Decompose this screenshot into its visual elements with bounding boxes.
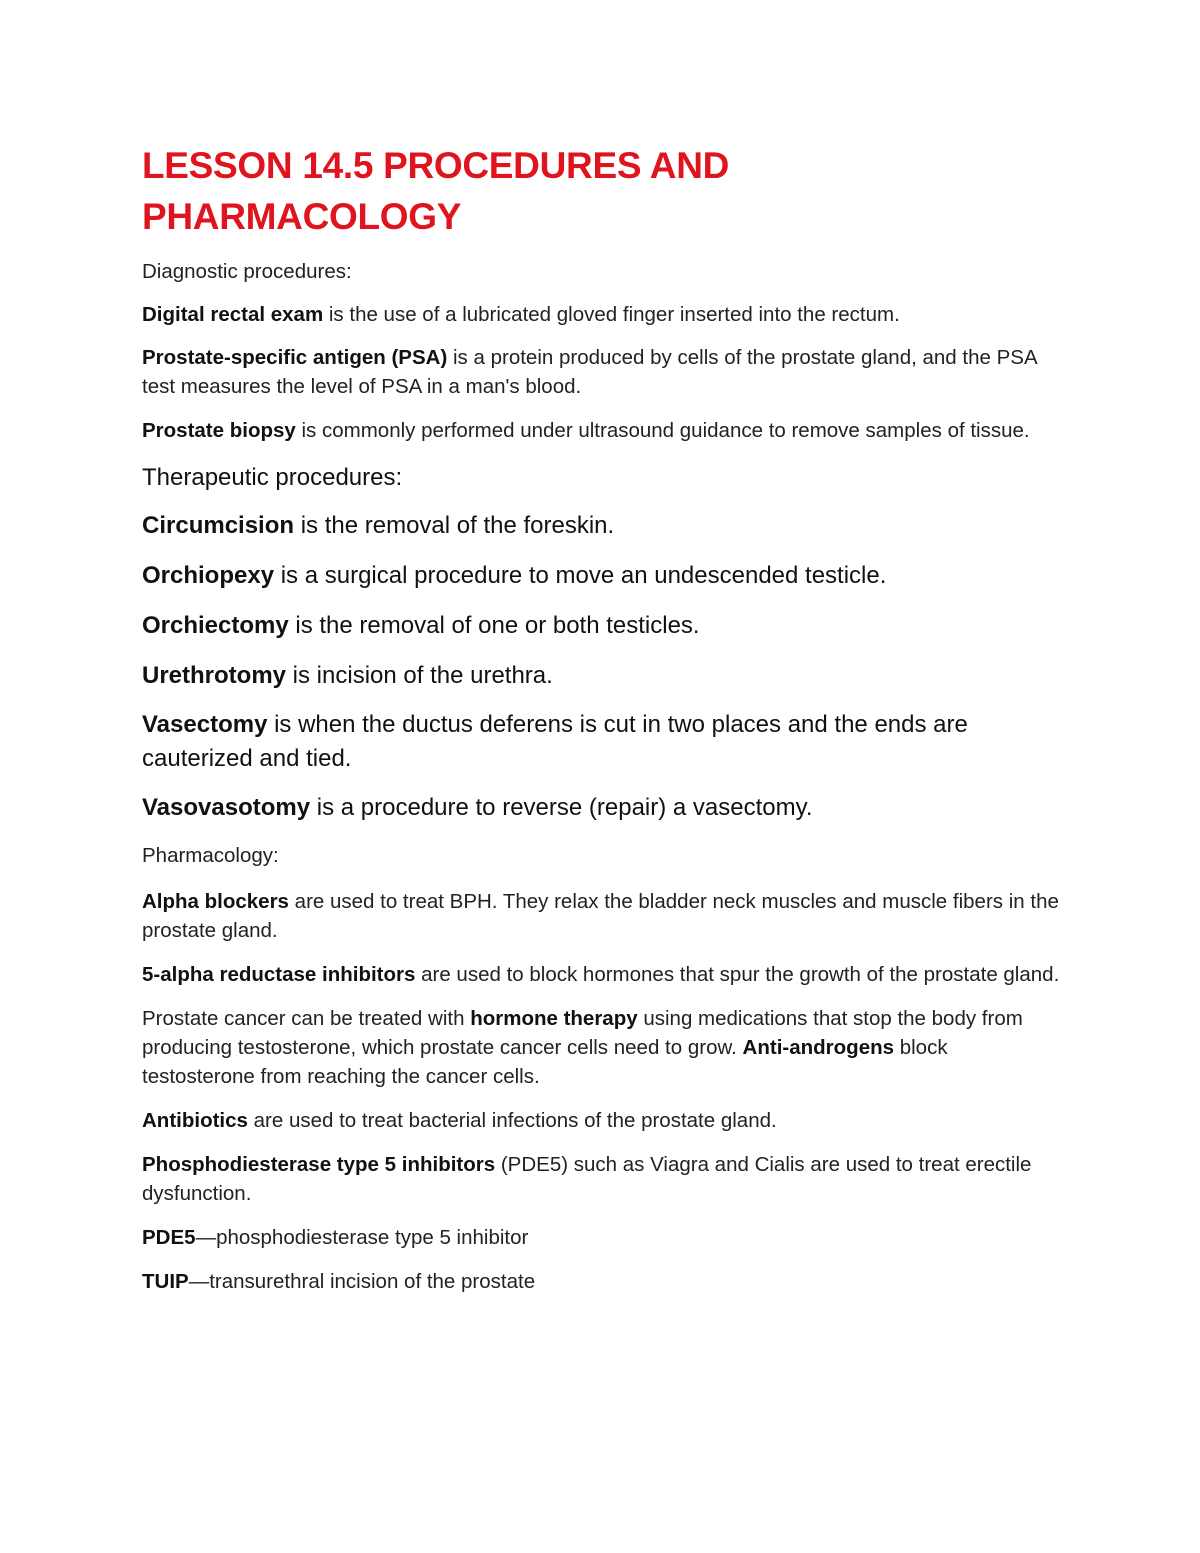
term: TUIP <box>142 1270 189 1293</box>
definition: —transurethral incision of the prostate <box>188 1270 536 1293</box>
pharmacology-item <box>142 1004 1062 1091</box>
term: hormone therapy <box>470 1007 638 1030</box>
lesson-title <box>142 140 1062 242</box>
therapeutic-item <box>142 791 1062 825</box>
term: PDE5 <box>142 1226 196 1249</box>
therapeutic-item <box>142 609 1062 643</box>
definition: is the use of a lubricated gloved finger inserted into the rectum. <box>323 303 900 326</box>
term: Digital rectal exam <box>142 303 324 326</box>
term: Urethrotomy <box>142 662 287 689</box>
text: Prostate cancer can be treated with <box>142 1007 471 1030</box>
term: Prostate-specific antigen (PSA) <box>142 346 448 369</box>
abbreviation-item <box>142 1267 1062 1296</box>
document-page <box>142 140 1062 1296</box>
term: Antibiotics <box>142 1109 248 1132</box>
definition: is a protein produced by cells of the prostate gland, and the PSA test measures the level of PSA in a man's blood. <box>142 346 1037 398</box>
definition: are used to treat bacterial infections of the prostate gland. <box>247 1109 777 1132</box>
diagnostic-item <box>142 343 1062 401</box>
term: Orchiectomy <box>142 612 289 639</box>
definition: is the removal of one or both testicles. <box>288 612 700 639</box>
definition: is incision of the urethra. <box>286 662 553 689</box>
therapeutic-item <box>142 559 1062 593</box>
therapeutic-heading: Therapeutic procedures: <box>142 464 403 491</box>
definition: is the removal of the foreskin. <box>294 512 615 539</box>
term: Phosphodiesterase type 5 inhibitors <box>142 1153 496 1176</box>
term: Circumcision <box>142 512 295 539</box>
pharmacology-heading: Pharmacology: <box>142 844 279 867</box>
diagnostic-heading: Diagnostic procedures: <box>142 260 352 283</box>
pharmacology-item <box>142 1150 1062 1208</box>
therapeutic-item <box>142 509 1062 543</box>
term: Alpha blockers <box>142 890 289 913</box>
definition: (PDE5) such as Viagra and Cialis are used to treat erectile dysfunction. <box>142 1153 1032 1205</box>
diagnostic-item <box>142 416 1062 445</box>
lesson-title-line2: PHARMACOLOGY <box>142 196 462 237</box>
term: Orchiopexy <box>142 562 275 589</box>
definition: is a procedure to reverse (repair) a vasectomy. <box>310 794 813 821</box>
pharmacology-item <box>142 1106 1062 1135</box>
diagnostic-item <box>142 300 1062 329</box>
term: Vasectomy <box>142 711 268 738</box>
term: Vasovasotomy <box>142 794 311 821</box>
definition: is commonly performed under ultrasound guidance to remove samples of tissue. <box>295 419 1030 442</box>
definition: are used to treat BPH. They relax the bladder neck muscles and muscle fibers in the prostate gland. <box>142 890 1059 942</box>
abbreviation-item <box>142 1223 1062 1252</box>
lesson-title-line1: LESSON 14.5 PROCEDURES AND <box>142 145 730 186</box>
term: 5-alpha reductase inhibitors <box>142 963 416 986</box>
definition: —phosphodiesterase type 5 inhibitor <box>195 1226 529 1249</box>
definition: is when the ductus deferens is cut in two places and the ends are cauterized and tied. <box>142 711 968 772</box>
pharmacology-item <box>142 960 1062 989</box>
term: Prostate biopsy <box>142 419 296 442</box>
definition: are used to block hormones that spur the growth of the prostate gland. <box>415 963 1060 986</box>
term: Anti-androgens <box>742 1036 895 1059</box>
text: block testosterone from reaching the cancer cells. <box>142 1036 948 1088</box>
therapeutic-item <box>142 659 1062 693</box>
definition: is a surgical procedure to move an undescended testicle. <box>274 562 887 589</box>
pharmacology-item <box>142 887 1062 945</box>
text: using medications that stop the body from producing testosterone, which prostate cancer cells need to grow. <box>142 1007 1023 1059</box>
therapeutic-item <box>142 708 1062 776</box>
